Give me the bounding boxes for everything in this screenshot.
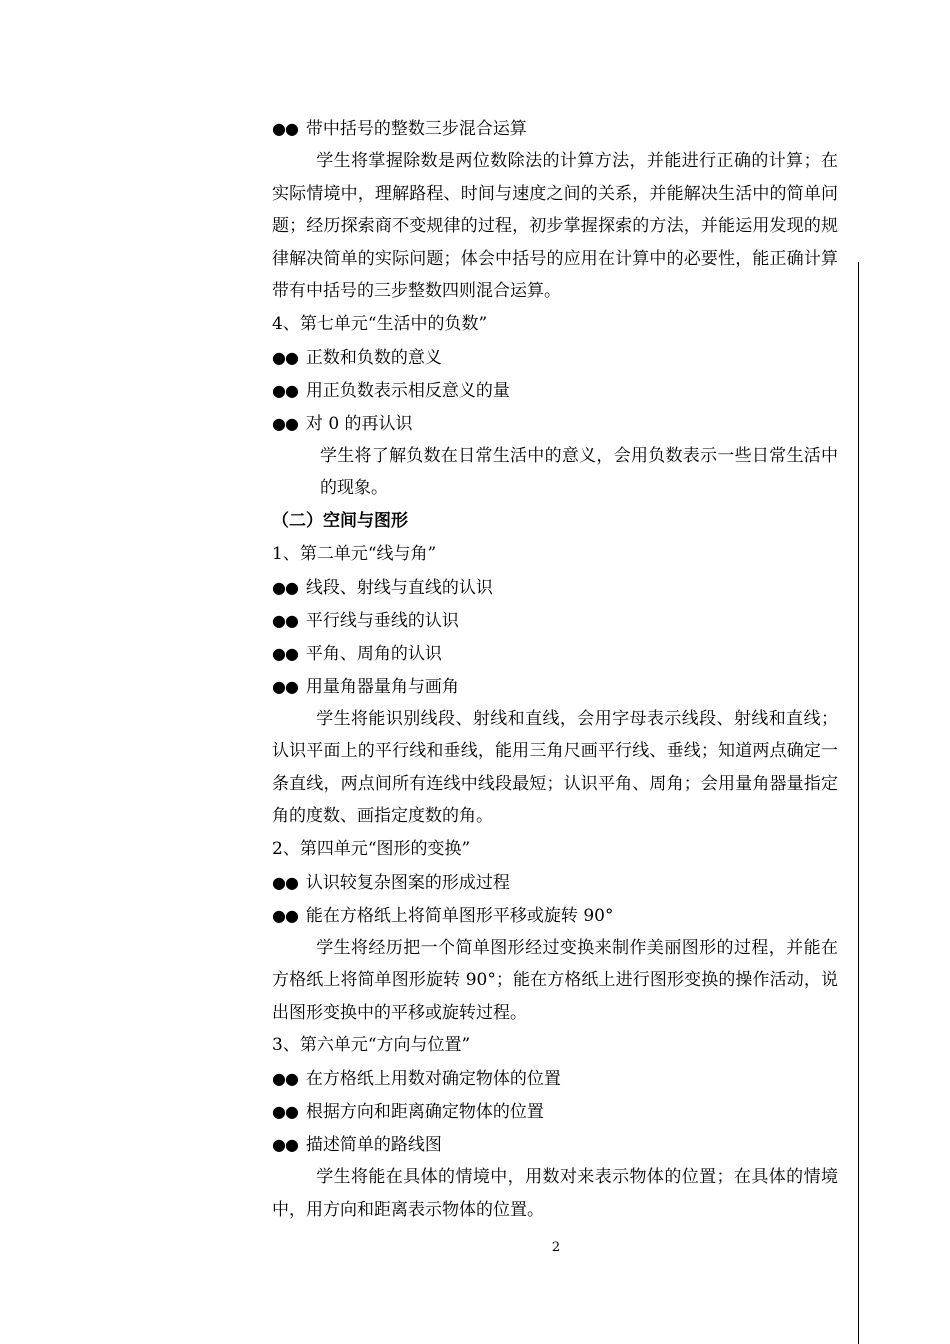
body-paragraph: 学生将经历把一个简单图形经过变换来制作美丽图形的过程，并能在方格纸上将简单图形旋转 90°；能在方格纸上进行图形变换的操作活动，说出图形变换中的平移或旋转过程。 xyxy=(272,937,838,1023)
bullet-item xyxy=(272,407,838,440)
document-body xyxy=(272,112,838,1226)
bullet-item xyxy=(272,866,838,899)
bullet-text: 用正负数表示相反意义的量 xyxy=(305,380,510,401)
bullet-item xyxy=(272,637,838,670)
bullet-text: 认识较复杂图案的形成过程 xyxy=(305,872,510,893)
bullet-text: 平角、周角的认识 xyxy=(305,643,442,664)
bullet-text: 正数和负数的意义 xyxy=(305,347,442,368)
bullet-icon: ●● xyxy=(272,1102,298,1121)
body-paragraph: 学生将能在具体的情境中，用数对来表示物体的位置；在具体的情境中，用方向和距离表示物体的位置。 xyxy=(272,1167,838,1220)
bullet-item xyxy=(272,571,838,604)
bullet-text: 线段、射线与直线的认识 xyxy=(305,577,493,598)
bullet-text: 能在方格纸上将简单图形平移或旋转 90° xyxy=(305,905,614,926)
unit-heading: 2、第四单元“图形的变换” xyxy=(272,838,471,859)
bullet-item xyxy=(272,604,838,637)
bullet-item xyxy=(272,1128,838,1161)
bullet-icon: ●● xyxy=(272,610,298,630)
bullet-item xyxy=(272,670,838,703)
bullet-icon: ●● xyxy=(272,872,298,892)
body-paragraph: 学生将能识别线段、射线和直线，会用字母表示线段、射线和直线；认识平面上的平行线和垂线，能用三角尺画平行线、垂线；知道两点确定一条直线，两点间所有连线中线段最短；认识平角、周角；会用量角器量指定角的度数、画指定度数的角。 xyxy=(272,708,838,826)
bullet-item xyxy=(272,1062,838,1095)
bullet-text: 对 0 的再认识 xyxy=(305,413,413,434)
page-number: 2 xyxy=(551,1240,561,1255)
bullet-item xyxy=(272,1095,838,1128)
bullet-icon: ●● xyxy=(272,676,298,696)
bullet-icon: ●● xyxy=(272,905,298,925)
bullet-icon: ●● xyxy=(272,1135,298,1154)
bullet-text: 带中括号的整数三步混合运算 xyxy=(305,119,527,139)
bullet-text: 描述简单的路线图 xyxy=(305,1135,442,1155)
bullet-icon: ●● xyxy=(272,380,298,400)
page-right-rule xyxy=(858,262,859,1344)
body-paragraph: 学生将掌握除数是两位数除法的计算方法，并能进行正确的计算；在实际情境中，理解路程、时间与速度之间的关系，并能解决生活中的简单问题；经历探索商不变规律的过程，初步掌握探索的方法，并能运用发现的规律解决简单的实际问题；体会中括号的应用在计算中的必要性，能正确计算带有中括号的三步整数四则混合运算。 xyxy=(272,151,838,301)
unit-heading: 4、第七单元“生活中的负数” xyxy=(272,313,488,334)
bullet-text: 用量角器量角与画角 xyxy=(305,676,459,697)
bullet-icon: ●● xyxy=(272,1069,298,1088)
bullet-item xyxy=(272,112,838,145)
unit-heading: 1、第二单元“线与角” xyxy=(272,543,437,564)
bullet-item xyxy=(272,374,838,407)
bullet-item xyxy=(272,899,838,932)
body-paragraph: 学生将了解负数在日常生活中的意义，会用负数表示一些日常生活中的现象。 xyxy=(320,445,838,498)
bullet-text: 根据方向和距离确定物体的位置 xyxy=(305,1102,544,1122)
bullet-text: 平行线与垂线的认识 xyxy=(305,610,459,631)
bullet-item xyxy=(272,341,838,374)
section-heading: （二）空间与图形 xyxy=(272,510,408,531)
bullet-icon: ●● xyxy=(272,643,298,663)
bullet-icon: ●● xyxy=(272,119,298,138)
bullet-icon: ●● xyxy=(272,577,298,597)
unit-heading: 3、第六单元“方向与位置” xyxy=(272,1035,471,1055)
bullet-icon: ●● xyxy=(272,347,298,367)
bullet-text: 在方格纸上用数对确定物体的位置 xyxy=(305,1069,561,1089)
bullet-icon: ●● xyxy=(272,413,298,433)
